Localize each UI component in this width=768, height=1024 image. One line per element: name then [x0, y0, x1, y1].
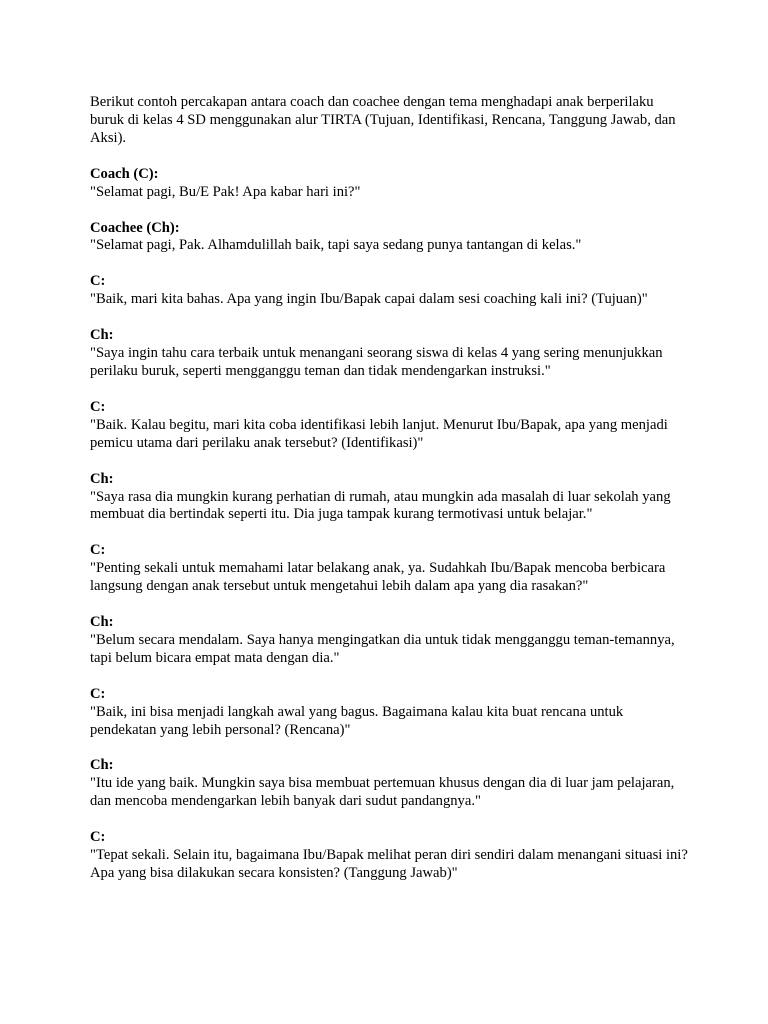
utterance-text: "Saya rasa dia mungkin kurang perhatian di rumah, atau mungkin ada masalah di luar sekolah yang membuat dia bertindak seperti itu. Dia juga tampak kurang termotivasi untuk belajar.": [90, 488, 671, 523]
speaker-label: Coachee (Ch):: [90, 219, 180, 236]
speaker-label: Coach (C):: [90, 165, 159, 182]
speaker-label: Ch:: [90, 327, 114, 344]
dialogue-turn: [90, 399, 690, 453]
speaker-label: Ch:: [90, 470, 114, 487]
dialogue-turn: [90, 829, 690, 883]
speaker-label: C:: [90, 398, 106, 415]
dialogue-turn: [90, 273, 690, 309]
utterance-text: "Baik. Kalau begitu, mari kita coba identifikasi lebih lanjut. Menurut Ibu/Bapak, apa yang menjadi pemicu utama dari perilaku anak tersebut? (Identifikasi)": [90, 416, 668, 451]
dialogue-turn: [90, 686, 690, 740]
speaker-label: Ch:: [90, 757, 114, 774]
utterance-text: "Selamat pagi, Pak. Alhamdulillah baik, tapi saya sedang punya tantangan di kelas.": [90, 237, 582, 254]
utterance-text: "Baik, ini bisa menjadi langkah awal yang bagus. Bagaimana kalau kita buat rencana untuk pendekatan yang lebih personal? (Rencana)": [90, 703, 624, 738]
utterance-text: "Tepat sekali. Selain itu, bagaimana Ibu/Bapak melihat peran diri sendiri dalam menangani situasi ini? Apa yang bisa dilakukan secara konsisten? (Tanggung Jawab)": [90, 847, 688, 881]
speaker-label: C:: [90, 542, 106, 559]
dialogue-turn: [90, 327, 690, 381]
utterance-text: "Saya ingin tahu cara terbaik untuk menangani seorang siswa di kelas 4 yang sering menunjukkan perilaku buruk, seperti mengganggu teman dan tidak mendengarkan instruksi.": [90, 345, 663, 379]
utterance-text: "Baik, mari kita bahas. Apa yang ingin Ibu/Bapak capai dalam sesi coaching kali ini? (Tujuan)": [90, 291, 648, 308]
utterance-text: "Penting sekali untuk memahami latar belakang anak, ya. Sudahkah Ibu/Bapak mencoba berbicara langsung dengan anak tersebut untuk mengetahui lebih dalam apa yang dia rasakan?": [90, 560, 666, 595]
speaker-label: C:: [90, 829, 106, 846]
document-page: [90, 94, 690, 901]
dialogue-turn: [90, 166, 690, 202]
speaker-label: Ch:: [90, 614, 114, 631]
speaker-label: C:: [90, 273, 106, 290]
dialogue-turn: [90, 614, 690, 668]
dialogue-turn: [90, 757, 690, 811]
dialogue-turn: [90, 220, 690, 256]
dialogue-turn: [90, 471, 690, 525]
utterance-text: "Itu ide yang baik. Mungkin saya bisa membuat pertemuan khusus dengan dia di luar jam pelajaran, dan mencoba mendengarkan lebih banyak dari sudut pandangnya.": [90, 775, 675, 810]
utterance-text: "Belum secara mendalam. Saya hanya mengingatkan dia untuk tidak mengganggu teman-temannya, tapi belum bicara empat mata dengan dia.": [90, 631, 675, 666]
dialogue-turn: [90, 542, 690, 596]
speaker-label: C:: [90, 685, 106, 702]
utterance-text: "Selamat pagi, Bu/E Pak! Apa kabar hari ini?": [90, 183, 361, 200]
intro-paragraph: Berikut contoh percakapan antara coach dan coachee dengan tema menghadapi anak berperilaku buruk di kelas 4 SD menggunakan alur TIRTA (Tujuan, Identifikasi, Rencana, Tanggung Jawab, dan Aksi).: [90, 94, 676, 146]
